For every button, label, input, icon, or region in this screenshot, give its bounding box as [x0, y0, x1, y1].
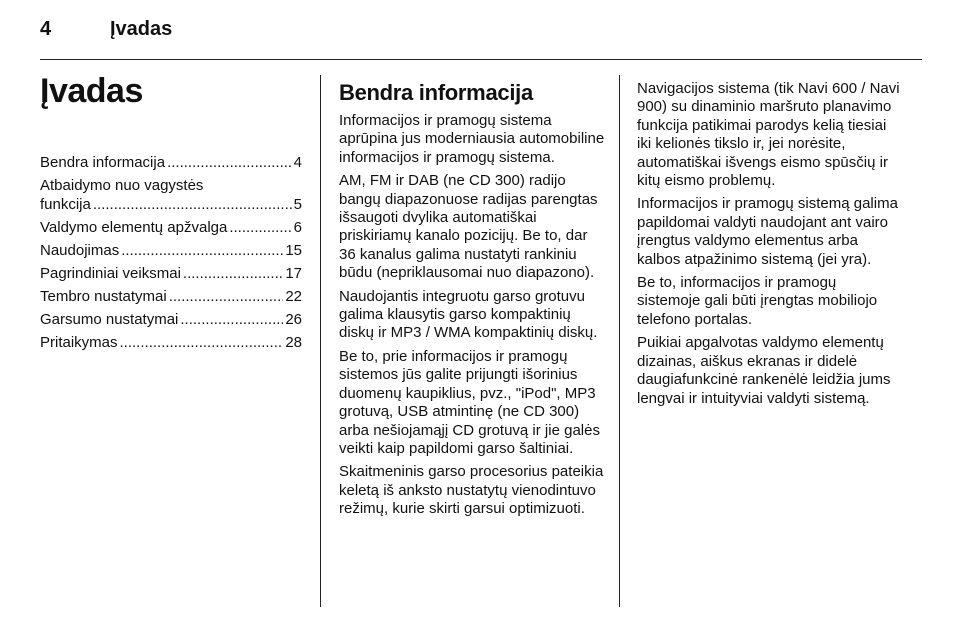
toc-entry[interactable] — [40, 176, 302, 214]
toc-entry[interactable] — [40, 264, 302, 283]
toc-leader-dots — [183, 264, 283, 283]
toc-page-number: 4 — [293, 154, 302, 171]
toc-leader-dots — [121, 241, 283, 260]
column-divider-2 — [619, 75, 620, 607]
header-rule — [40, 59, 922, 60]
paragraph: Skaitmeninis garso procesorius pateikia keletą iš anksto nustatytų vienodintuvo režimų, kurie skirti garsui optimizuoti. — [339, 463, 604, 518]
paragraph: AM, FM ir DAB (ne CD 300) radijo bangų diapazonuose radijas parengtas išsaugoti dvylika automatiškai priskiriamų kanalo pozicijų. Be to, dar 36 kanalus galima nustatyti rankiniu būdu (nepriklausomai nuo diapazono). — [339, 172, 598, 282]
toc-page-number: 17 — [285, 265, 302, 282]
toc-leader-dots — [93, 195, 292, 214]
toc-entry-label-line: Atbaidymo nuo vagystės — [40, 177, 204, 194]
column-divider-1 — [320, 75, 321, 607]
toc-page-number: 28 — [285, 334, 302, 351]
toc-leader-dots — [180, 310, 283, 329]
toc-entry-label: Pritaikymas — [40, 334, 118, 351]
section-title: Bendra informacija — [339, 80, 533, 105]
toc-page-number: 22 — [285, 288, 302, 305]
paragraph: Naudojantis integruotu garso grotuvu galima klausytis garso kompaktinių diskų ir MP3 / WMA kompaktinių diskų. — [339, 287, 598, 342]
paragraph: Navigacijos sistema (tik Navi 600 / Navi 900) su dinaminio maršruto planavimo funkcija patikimai parodys kelią tiesiai iki kelionės tikslo ir, jei norėsite, automatiškai išvengs eismo spūsčių ir kitų eismo problemų. — [637, 80, 900, 190]
text-column-2 — [339, 80, 605, 524]
paragraph: Be to, informacijos ir pramogų sistemoje gali būti įrengtas mobiliojo telefono portalas. — [637, 274, 878, 328]
toc-leader-dots — [169, 287, 284, 306]
page-number: 4 — [40, 18, 52, 40]
toc-page-number: 15 — [285, 242, 302, 259]
page-header — [40, 18, 172, 41]
toc-entry-label: funkcija — [40, 196, 91, 213]
toc-page-number: 26 — [285, 311, 302, 328]
paragraph: Informacijos ir pramogų sistemą galima papildomai valdyti naudojant ant vairo įrengtus valdymo elementus arba kalbos atpažinimo sistemą (jei yra). — [637, 195, 898, 268]
toc-page-number: 6 — [293, 219, 302, 236]
toc-leader-dots — [120, 333, 284, 352]
table-of-contents — [40, 153, 302, 352]
toc-entry-label: Garsumo nustatymai — [40, 311, 179, 328]
header-section-title: Įvadas — [110, 18, 173, 40]
toc-entry-label: Valdymo elementų apžvalga — [40, 219, 228, 236]
toc-entry[interactable] — [40, 287, 302, 306]
paragraph: Puikiai apgalvotas valdymo elementų dizainas, aiškus ekranas ir didelė daugiafunkcinė rankenėlė leidžia jums lengvai ir intuityviai valdyti sistemą. — [637, 334, 891, 407]
column-3-body — [637, 80, 903, 408]
toc-entry-label: Naudojimas — [40, 242, 120, 259]
toc-entry-label: Bendra informacija — [40, 154, 166, 171]
toc-entry[interactable] — [40, 153, 302, 172]
toc-page-number: 5 — [293, 196, 302, 213]
text-column-3 — [637, 80, 903, 413]
column-2-body — [339, 112, 605, 519]
toc-leader-dots — [167, 153, 292, 172]
chapter-title: Įvadas — [40, 72, 143, 110]
toc-entry[interactable] — [40, 333, 302, 352]
toc-column — [40, 72, 302, 356]
toc-entry[interactable] — [40, 310, 302, 329]
paragraph: Be to, prie informacijos ir pramogų sistemos jūs galite prijungti išorinius duomenų kaupiklius, pvz., "iPod", MP3 grotuvą, USB atmintinę (ne CD 300) arba nešiojamąjį CD grotuvą ir jie galės veikti kaip papildomi garso šaltiniai. — [339, 347, 600, 457]
paragraph: Informacijos ir pramogų sistema aprūpina jus moderniausia automobiline informacijos ir pramogų sistema. — [339, 112, 605, 166]
toc-entry[interactable] — [40, 241, 302, 260]
toc-entry-label: Pagrindiniai veiksmai — [40, 265, 181, 282]
toc-entry-label: Tembro nustatymai — [40, 288, 167, 305]
toc-leader-dots — [229, 218, 291, 237]
toc-entry[interactable] — [40, 218, 302, 237]
